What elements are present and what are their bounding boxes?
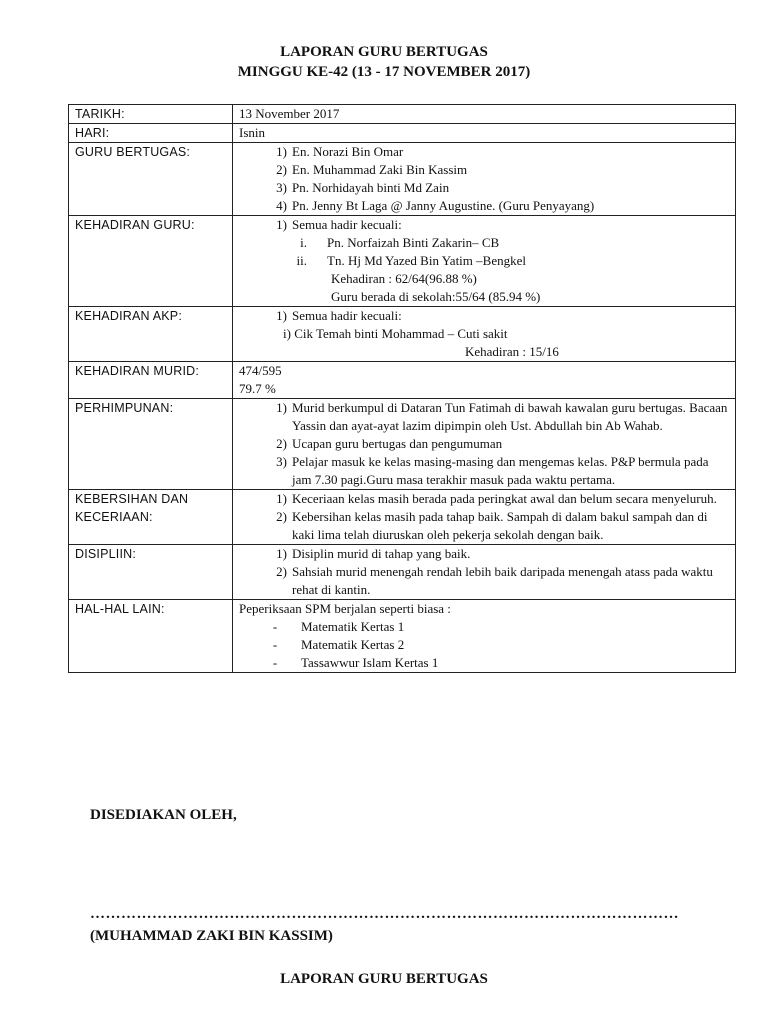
item-text: Pelajar masuk ke kelas masing-masing dan mengemas kelas. P&P bermula pada jam 7.30 pagi.Guru masa terakhir masuk pada waktu pertama. <box>292 454 709 487</box>
item-text: Pn. Norhidayah binti Md Zain <box>292 180 450 195</box>
item-text: Keceriaan kelas masih berada pada peringkat awal dan belum secara menyeluruh. <box>292 491 717 506</box>
item-number: i. <box>300 235 307 250</box>
item-text: Ucapan guru bertugas dan pengumuman <box>292 436 503 451</box>
item-number: 1) <box>276 144 287 159</box>
item-number: ii. <box>296 253 307 268</box>
row-perhimpunan <box>69 399 736 490</box>
row-tarikh <box>69 105 736 124</box>
label-hari: HARI: <box>69 124 233 143</box>
list-item <box>239 490 729 508</box>
item-number: 1) <box>276 308 287 323</box>
item-text: Pn. Jenny Bt Laga @ Janny Augustine. (Guru Penyayang) <box>292 198 595 213</box>
murid-count: 474/595 <box>239 363 282 378</box>
signer-name: (MUHAMMAD ZAKI BIN KASSIM) <box>90 928 333 944</box>
item-number: 1) <box>276 546 287 561</box>
list-item <box>239 216 729 234</box>
akp-absent-item: i) Cik Temah binti Mohammad – Cuti sakit <box>283 326 508 341</box>
guru-berada-percent: Guru berada di sekolah:55/64 (85.94 %) <box>331 289 541 304</box>
bullet-dash: - <box>272 619 278 634</box>
item-number: 3) <box>276 180 287 195</box>
label-kehadiran-akp: KEHADIRAN AKP: <box>69 307 233 362</box>
item-text: Matematik Kertas 1 <box>301 619 405 634</box>
list-item <box>239 618 729 636</box>
item-number: 2) <box>276 509 287 524</box>
report-table <box>68 104 736 673</box>
row-kebersihan <box>69 490 736 545</box>
list-item <box>239 435 729 453</box>
list-item <box>239 453 729 489</box>
value-tarikh: 13 November 2017 <box>233 105 736 124</box>
list-item <box>239 399 729 435</box>
sub-list-item <box>239 234 729 252</box>
item-text: Disiplin murid di tahap yang baik. <box>292 546 471 561</box>
list-item <box>239 545 729 563</box>
akp-kehadiran: Kehadiran : 15/16 <box>465 344 559 359</box>
item-text: Semua hadir kecuali: <box>292 308 402 323</box>
list-item <box>239 563 729 599</box>
sub-list-item <box>239 252 729 270</box>
item-text: Pn. Norfaizah Binti Zakarin– CB <box>327 235 500 250</box>
label-kebersihan-line1: KEBERSIHAN DAN <box>75 492 189 506</box>
item-text: Murid berkumpul di Dataran Tun Fatimah di bawah kawalan guru bertugas. Bacaan Yassin dan ayat-ayat lazim dipimpin oleh Ust. Abdullah bin Ab Wahab. <box>292 400 728 433</box>
label-hal-lain: HAL-HAL LAIN: <box>69 600 233 673</box>
list-item <box>239 179 729 197</box>
signature-line: …………………………………………………………………………………………………… <box>90 906 679 922</box>
next-page-title: LAPORAN GURU BERTUGAS <box>280 971 488 987</box>
item-text: En. Muhammad Zaki Bin Kassim <box>292 162 468 177</box>
list-item <box>239 197 729 215</box>
label-tarikh: TARIKH: <box>69 105 233 124</box>
item-text: Matematik Kertas 2 <box>301 637 405 652</box>
row-guru-bertugas <box>69 143 736 216</box>
bullet-dash: - <box>272 655 278 670</box>
bullet-dash: - <box>272 637 278 652</box>
item-text: Kebersihan kelas masih pada tahap baik. Sampah di dalam bakul sampah dan di kaki lima telah diuruskan oleh pekerja sekolah dengan baik. <box>292 509 708 542</box>
row-kehadiran-guru <box>69 216 736 307</box>
list-item <box>239 307 729 325</box>
hal-lain-intro: Peperiksaan SPM berjalan seperti biasa : <box>239 601 451 616</box>
list-item <box>239 508 729 544</box>
value-hari: Isnin <box>233 124 736 143</box>
item-number: 4) <box>276 198 287 213</box>
label-kebersihan-line2: KECERIAAN: <box>75 510 153 524</box>
report-subtitle: MINGGU KE-42 (13 - 17 NOVEMBER 2017) <box>237 64 531 80</box>
list-item <box>239 636 729 654</box>
kehadiran-akp-content <box>233 307 736 362</box>
label-kehadiran-guru: KEHADIRAN GURU: <box>69 216 233 307</box>
item-number: 1) <box>276 217 287 232</box>
label-guru-bertugas: GURU BERTUGAS: <box>69 143 233 216</box>
list-item <box>239 161 729 179</box>
kehadiran-murid-content <box>233 362 736 399</box>
item-number: 1) <box>276 491 287 506</box>
kehadiran-guru-content <box>233 216 736 307</box>
kebersihan-list <box>233 490 736 545</box>
label-kehadiran-murid: KEHADIRAN MURID: <box>69 362 233 399</box>
item-number: 1) <box>276 400 287 415</box>
item-number: 2) <box>276 162 287 177</box>
item-text: Tassawwur Islam Kertas 1 <box>301 655 439 670</box>
item-text: Sahsiah murid menengah rendah lebih baik daripada menengah atass pada waktu rehat di kantin. <box>292 564 713 597</box>
item-text: Tn. Hj Md Yazed Bin Yatim –Bengkel <box>327 253 526 268</box>
kehadiran-guru-percent: Kehadiran : 62/64(96.88 %) <box>331 271 477 286</box>
list-item <box>239 143 729 161</box>
row-hal-lain <box>69 600 736 673</box>
item-number: 2) <box>276 564 287 579</box>
hal-lain-content <box>233 600 736 673</box>
label-kebersihan <box>69 490 233 545</box>
item-text: Semua hadir kecuali: <box>292 217 402 232</box>
report-title: LAPORAN GURU BERTUGAS <box>280 44 488 60</box>
item-number: 3) <box>276 454 287 469</box>
row-kehadiran-akp <box>69 307 736 362</box>
row-disiplin <box>69 545 736 600</box>
item-text: En. Norazi Bin Omar <box>292 144 404 159</box>
row-hari <box>69 124 736 143</box>
prepared-by-label: DISEDIAKAN OLEH, <box>90 807 237 823</box>
label-disiplin: DISIPLIIN: <box>69 545 233 600</box>
disiplin-list <box>233 545 736 600</box>
perhimpunan-list <box>233 399 736 490</box>
murid-percent: 79.7 % <box>239 381 276 396</box>
item-number: 2) <box>276 436 287 451</box>
guru-bertugas-list <box>233 143 736 216</box>
label-perhimpunan: PERHIMPUNAN: <box>69 399 233 490</box>
row-kehadiran-murid <box>69 362 736 399</box>
list-item <box>239 654 729 672</box>
